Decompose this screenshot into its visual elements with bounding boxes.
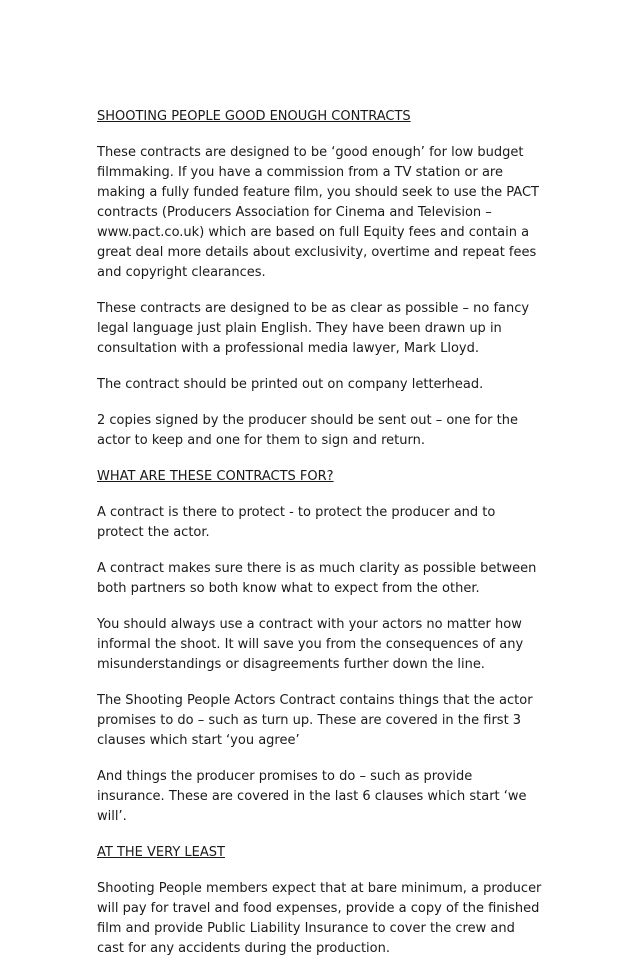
section-heading-at-least: AT THE VERY LEAST [97,845,225,860]
contracts-for-paragraph-5: And things the producer promises to do – such as provide insurance. These are covered in the last 6 clauses which start ‘we will’. [97,769,527,824]
contracts-for-paragraph-3: You should always use a contract with your actors no matter how informal the shoot. It will save you from the consequences of any misunderstandings or disagreements further down the line. [97,617,524,672]
document-title: SHOOTING PEOPLE GOOD ENOUGH CONTRACTS [97,109,411,124]
intro-paragraph-1: These contracts are designed to be ‘good enough’ for low budget filmmaking. If you have a commission from a TV station or are making a fully funded feature film, you should seek to use the PACT contracts (Producers Association for Cinema and Television – www.pact.co.uk) which are based on full Equity fees and contain a great deal more details about exclusivity, overtime and repeat fees and copyright clearances. [97,145,539,280]
contracts-for-paragraph-2: A contract makes sure there is as much clarity as possible between both partners so both know what to expect from the other. [97,561,537,596]
contracts-for-paragraph-4: The Shooting People Actors Contract contains things that the actor promises to do – such as turn up. These are covered in the first 3 clauses which start ‘you agree’ [97,693,533,748]
at-least-paragraph-1: Shooting People members expect that at bare minimum, a producer will pay for travel and food expenses, provide a copy of the finished film and provide Public Liability Insurance to cover the crew and cast for any accidents during the production. [97,881,542,956]
intro-paragraph-3: The contract should be printed out on company letterhead. [97,377,484,392]
section-heading-contracts-for: WHAT ARE THESE CONTRACTS FOR? [97,469,334,484]
intro-paragraph-4: 2 copies signed by the producer should be sent out – one for the actor to keep and one for them to sign and return. [97,413,518,448]
intro-paragraph-2: These contracts are designed to be as clear as possible – no fancy legal language just plain English. They have been drawn up in consultation with a professional media lawyer, Mark Lloyd. [97,301,530,356]
document-page [97,107,547,975]
contracts-for-paragraph-1: A contract is there to protect - to protect the producer and to protect the actor. [97,505,496,540]
